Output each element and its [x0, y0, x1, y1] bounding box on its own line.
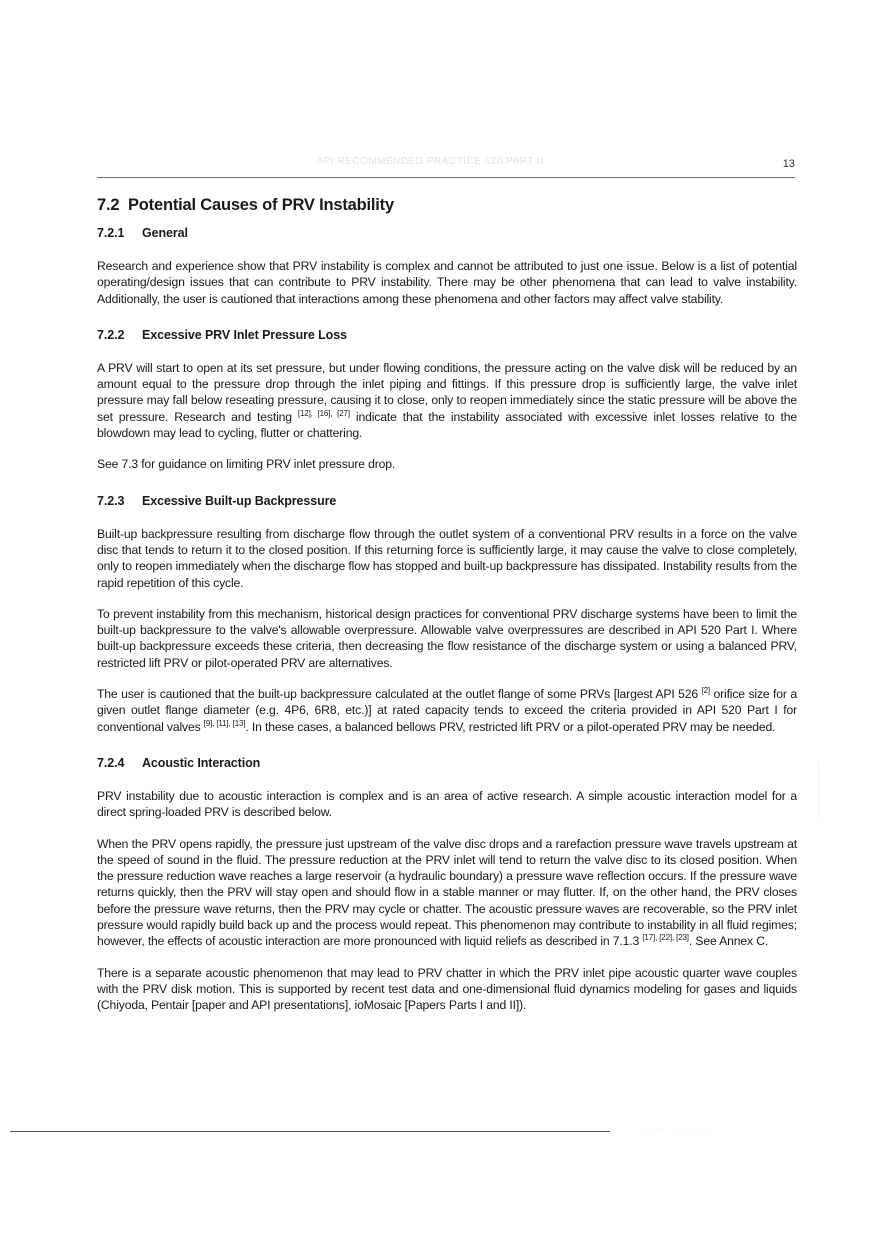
subsection-number: 7.2.2	[97, 327, 125, 342]
citation-refs: [2]	[701, 686, 710, 696]
text-run: indicate that the instability associated with excessive inlet losses relative to the blowdown may lead to cycling, flutter or chattering.	[97, 409, 797, 441]
section-title: Potential Causes of PRV Instability	[128, 196, 394, 214]
page-number: 13	[782, 158, 795, 170]
subsection-heading-inlet-pressure-loss	[97, 328, 797, 342]
paragraph: Built-up backpressure resulting from discharge flow through the outlet system of a conventional PRV results in a force on the valve disc that tends to return it to the closed position. If this returning force is sufficiently large, it may cause the valve to close completely, only to reopen immediately when the discharge flow has stopped and built-up backpressure has dissipated. Instability results from the rapid repetition of this cycle.	[97, 526, 797, 590]
page-body	[97, 196, 797, 1029]
subsection-heading-acoustic-interaction	[97, 756, 797, 770]
subsection-number: 7.2.1	[97, 226, 125, 240]
citation-refs: [9], [11], [13]	[203, 718, 246, 728]
subsection-heading-general	[97, 226, 797, 240]
paragraph	[97, 836, 797, 950]
header-rule	[97, 177, 795, 178]
text-run: orifice size for a given outlet flange diameter (e.g. 4P6, 6R8, etc.)] at rated capacity tends to exceed the criteria provided in API 520 Part I for conventional valves	[97, 687, 797, 734]
text-run: A PRV will start to open at its set pressure, but under flowing conditions, the pressure acting on the valve disk will be reduced by an amount equal to the pressure drop through the inlet piping and fittings. If this pressure drop is sufficiently large, the valve inlet pressure may fall below reseating pressure, causing it to close, only to reopen immediately since the static pressure will be above the set pressure. Research and testing	[97, 360, 797, 424]
paragraph: See 7.3 for guidance on limiting PRV inlet pressure drop.	[97, 457, 396, 472]
paragraph: There is a separate acoustic phenomenon that may lead to PRV chatter in which the PRV inlet pipe acoustic quarter wave couples with the PRV disk motion. This is supported by recent test data and one-dimensional fluid dynamics modeling for gases and liquids (Chiyoda, Pentair [paper and API presentations], ioMosaic [Papers Parts I and II]).	[97, 965, 797, 1013]
running-header-faint: API RECOMMENDED PRACTICE 520 PART II	[316, 156, 544, 167]
footer-faint-text: · ··· · · · ··	[640, 1126, 713, 1133]
paragraph	[97, 686, 797, 735]
section-number: 7.2	[97, 196, 120, 214]
text-run: . See Annex C.	[688, 934, 769, 949]
subsection-title: Acoustic Interaction	[142, 755, 261, 770]
subsection-title: General	[142, 226, 188, 240]
paragraph: Research and experience show that PRV instability is complex and cannot be attributed to just one issue. Below is a list of potential operating/design issues that can contribute to PRV instability. There may be other phenomena that can lead to valve instability. Additionally, the user is cautioned that interactions among these phenomena and other factors may affect valve stability.	[97, 259, 797, 306]
section-heading	[97, 196, 797, 215]
text-run: . In these cases, a balanced bellows PRV, restricted lift PRV or a pilot-operated PRV may be needed.	[245, 719, 776, 734]
subsection-title: Excessive Built-up Backpressure	[142, 493, 337, 508]
paragraph: PRV instability due to acoustic interaction is complex and is an area of active research. A simple acoustic interaction model for a direct spring-loaded PRV is described below.	[97, 788, 797, 820]
citation-refs: [17], [22], [23]	[642, 933, 689, 943]
subsection-number: 7.2.4	[97, 755, 125, 770]
subsection-number: 7.2.3	[97, 493, 125, 508]
paragraph: To prevent instability from this mechanism, historical design practices for conventional PRV discharge systems have been to limit the built-up backpressure to the valve's allowable overpressure. Allowable valve overpressures are described in API 520 Part I. Where built-up backpressure exceeds these criteria, then decreasing the flow resistance of the discharge system or using a balanced PRV, restricted lift PRV or pilot-operated PRV are alternatives.	[97, 606, 797, 670]
text-run: When the PRV opens rapidly, the pressure just upstream of the valve disc drops and a rarefaction pressure wave travels upstream at the speed of sound in the fluid. The pressure reduction at the PRV inlet will tend to return the valve disc to its closed position. When the pressure reduction wave reaches a large reservoir (a hydraulic boundary) a pressure wave reflection occurs. If the pressure wave returns quickly, then the PRV will stay open and should flow in a stable manner or may flutter. If, on the other hand, the PRV closes before the pressure wave returns, then the PRV may cycle or chatter. The acoustic pressure waves are recoverable, so the PRV inlet pressure would rapidly build back up and the process would repeat. This phenomenon may contribute to instability in all fluid regimes; however, the effects of acoustic interaction are more pronounced with liquid reliefs as described in 7.1.3	[97, 836, 797, 949]
subsection-heading-built-up-backpressure	[97, 494, 797, 508]
subsection-title: Excessive PRV Inlet Pressure Loss	[142, 327, 347, 342]
footer-rule	[10, 1131, 610, 1132]
citation-refs: [12], [16], [27]	[297, 408, 350, 418]
scan-specks	[818, 760, 823, 820]
paragraph	[97, 360, 797, 441]
text-run: The user is cautioned that the built-up backpressure calculated at the outlet flange of some PRVs [largest API 526	[97, 687, 702, 702]
